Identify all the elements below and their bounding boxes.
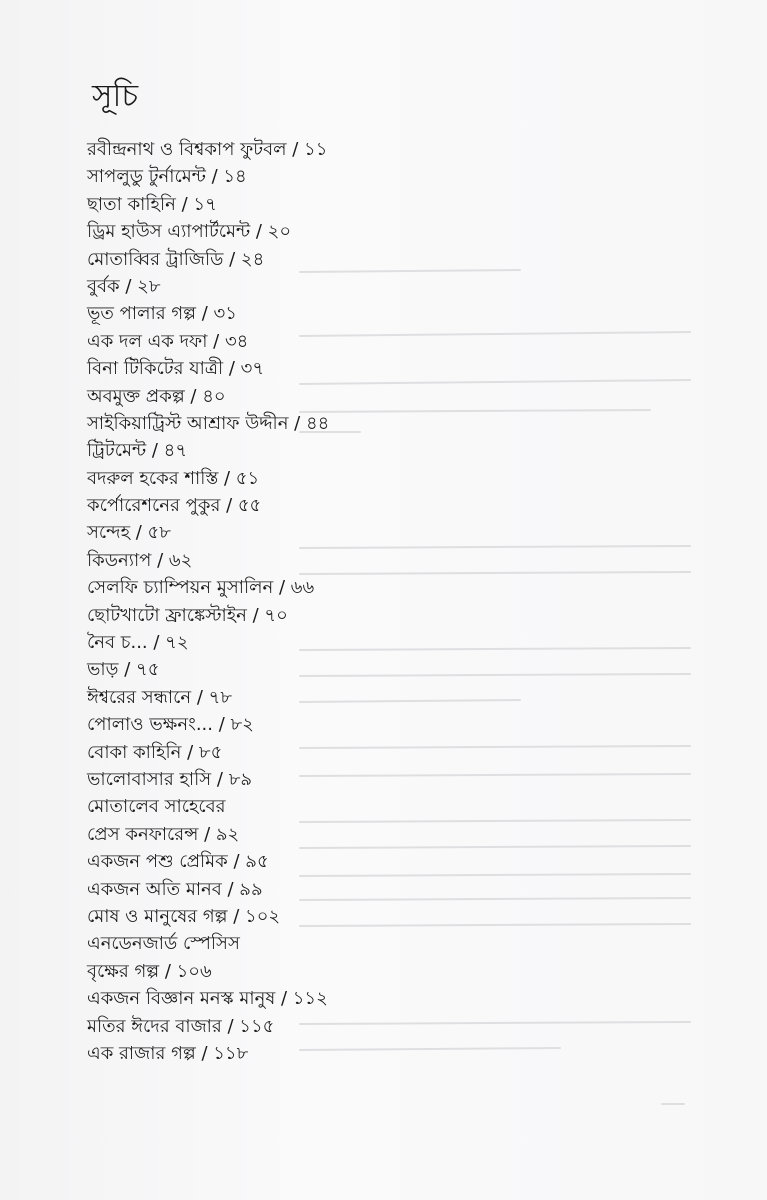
toc-entry: বোকা কাহিনি / ৮৫ xyxy=(87,741,223,763)
toc-entry: একজন বিজ্ঞান মনস্ক মানুষ / ১১২ xyxy=(87,988,328,1010)
toc-entry: বদরুল হকের শাস্তি / ৫১ xyxy=(87,467,260,489)
toc-entry: প্রেস কনফারেন্স / ৯২ xyxy=(87,823,240,845)
toc-entry: ভূত পালার গল্প / ৩১ xyxy=(87,303,237,325)
toc-entry: বিনা টিকিটের যাত্রী / ৩৭ xyxy=(87,358,265,380)
contents-heading: সূচি xyxy=(92,78,139,114)
toc-entry: এক রাজার গল্প / ১১৮ xyxy=(87,1042,249,1064)
toc-entry: মোষ ও মানুষের গল্প / ১০২ xyxy=(87,905,281,927)
toc-entry: বৃক্ষের গল্প / ১০৬ xyxy=(87,960,212,982)
toc-entry: ছোটখাটো ফ্রাঙ্কেস্টাইন / ৭০ xyxy=(87,604,288,626)
toc-entry: সেলফি চ্যাম্পিয়ন মুসালিন / ৬৬ xyxy=(87,577,315,599)
toc-entry: সাইকিয়াট্রিস্ট আশ্রাফ উদ্দীন / ৪৪ xyxy=(87,412,330,434)
toc-entry: ছাতা কাহিনি / ১৭ xyxy=(87,193,217,215)
toc-entry: রবীন্দ্রনাথ ও বিশ্বকাপ ফুটবল / ১১ xyxy=(87,139,328,160)
toc-entry: ভাড় / ৭৫ xyxy=(87,659,160,681)
toc-entry: সন্দেহ / ৫৮ xyxy=(87,522,171,544)
toc-entry: কর্পোরেশনের পুকুর / ৫৫ xyxy=(87,495,262,517)
toc-entry: কিডন্যাপ / ৬২ xyxy=(87,549,193,571)
toc-entry: ঈশ্বরের সন্ধানে / ৭৮ xyxy=(87,686,233,708)
toc-entry: মোতাব্বির ট্রাজিডি / ২৪ xyxy=(87,248,265,270)
toc-entry: এনডেনজার্ড স্পেসিস xyxy=(87,933,240,955)
toc-entry: সাপলুডু টুর্নামেন্ট / ১৪ xyxy=(87,166,247,188)
toc-entry: মোতালেব সাহেবের xyxy=(87,796,226,818)
toc-entry: একজন অতি মানব / ৯৯ xyxy=(87,878,263,900)
toc-entry: ট্রিটমেন্ট / ৪৭ xyxy=(87,440,188,462)
toc-entry: মতির ঈদের বাজার / ১১৫ xyxy=(87,1015,275,1037)
toc-entry: ড্রিম হাউস এ্যাপার্টমেন্ট / ২০ xyxy=(87,221,292,243)
toc-entry: ভালোবাসার হাসি / ৮৯ xyxy=(87,768,253,790)
toc-entry: এক দল এক দফা / ৩৪ xyxy=(87,330,249,352)
toc-entry: পোলাও ভক্ষনং... / ৮২ xyxy=(87,714,254,736)
toc-entry: নৈব চ... / ৭২ xyxy=(87,632,189,654)
toc-entry: অবমুক্ত প্রকল্প / ৪০ xyxy=(87,385,226,407)
toc-entry: একজন পশু প্রেমিক / ৯৫ xyxy=(87,851,269,873)
table-of-contents xyxy=(87,136,329,1067)
toc-entry: বুর্বক / ২৮ xyxy=(87,275,161,297)
